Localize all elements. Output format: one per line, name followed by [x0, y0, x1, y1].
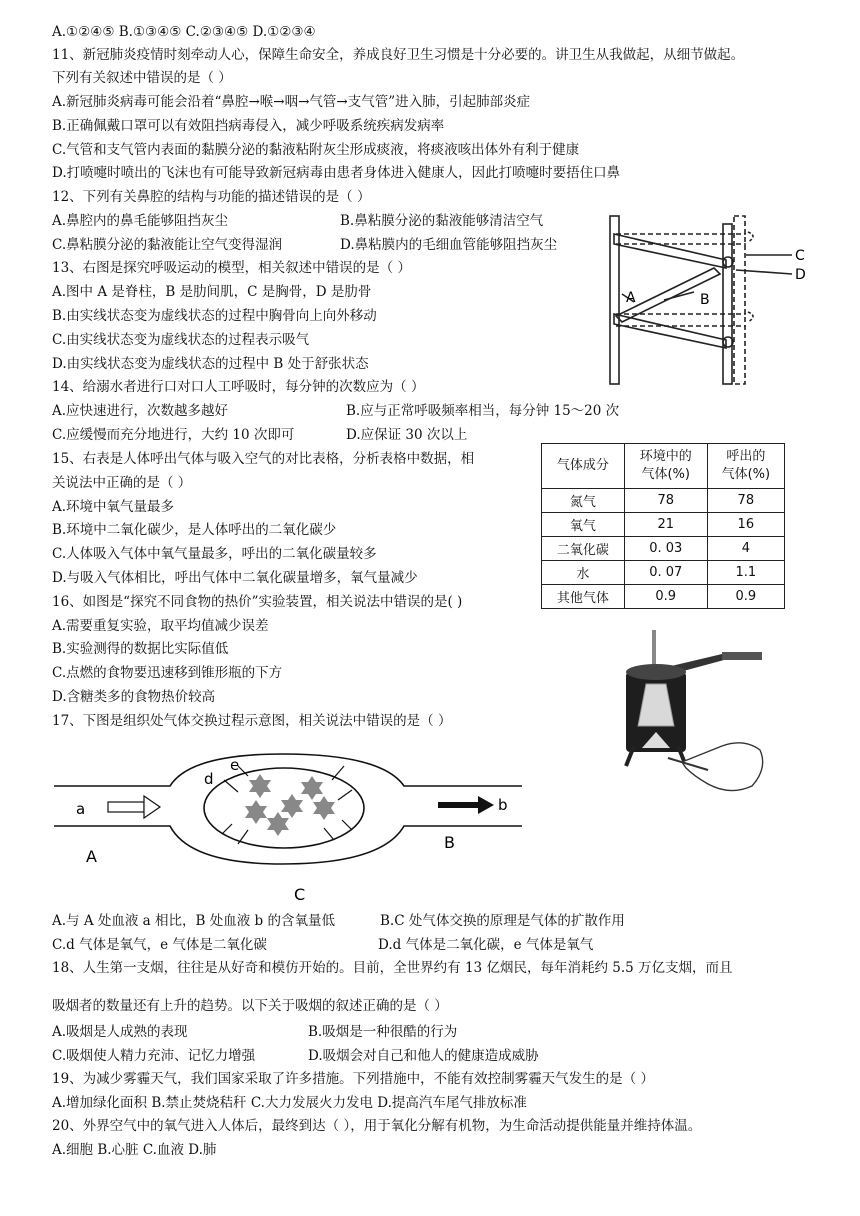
q14-option-a: A.应快速进行，次数越多越好 [52, 403, 229, 419]
q18-option-d: D.吸烟会对自己和他人的健康造成威胁 [308, 1048, 539, 1064]
q17-option-b: B.C 处气体交换的原理是气体的扩散作用 [380, 913, 625, 929]
table-cell: 水 [542, 561, 625, 585]
flow-label-b: b [498, 796, 508, 814]
q17-stem: 17、下图是组织处气体交换过程示意图，相关说法中错误的是（ ） [52, 713, 452, 729]
table-cell: 0. 07 [624, 561, 707, 585]
table-cell: 4 [707, 537, 784, 561]
q18-option-b: B.吸烟是一种很酷的行为 [308, 1024, 458, 1040]
table-cell: 78 [707, 489, 784, 513]
q15-option-a: A.环境中氧气量最多 [52, 499, 175, 515]
q10-options: A.①②④⑤ B.①③④⑤ C.②③④⑤ D.①②③④ [52, 24, 316, 40]
table-cell: 氮气 [542, 489, 625, 513]
q18-stem-line1: 18、人生第一支烟，往往是从好奇和模仿开始的。目前，全世界约有 13 亿烟民，每年消耗约 5.5 万亿支烟，而且 [52, 960, 733, 976]
q12-stem: 12、下列有关鼻腔的结构与功能的描述错误的是（ ） [52, 189, 371, 205]
q16-stem: 16、如图是“探究不同食物的热价”实验装置，相关说法中错误的是( ) [52, 594, 463, 610]
table-cell: 21 [624, 513, 707, 537]
region-label-b: B [444, 833, 455, 852]
q11-option-c: C.气管和支气管内表面的黏膜分泌的黏液粘附灰尘形成痰液，将痰液咳出体外有利于健康 [52, 142, 580, 158]
q13-stem: 13、右图是探究呼吸运动的模型，相关叙述中错误的是（ ） [52, 260, 411, 276]
q18-stem-line2: 吸烟者的数量还有上升的趋势。以下关于吸烟的叙述正确的是（ ） [52, 998, 448, 1014]
region-label-a: A [86, 847, 97, 866]
table-cell: 其他气体 [542, 585, 625, 609]
q12-option-a: A.鼻腔内的鼻毛能够阻挡灰尘 [52, 213, 229, 229]
q11-stem-line1: 11、新冠肺炎疫情时刻牵动人心，保障生命安全，养成良好卫生习惯是十分必要的。讲卫生从我做起，从细节做起。 [52, 47, 745, 63]
q13-option-d: D.由实线状态变为虚线状态的过程中 B 处于舒张状态 [52, 356, 369, 372]
q12-option-c: C.鼻粘膜分泌的黏液能让空气变得湿润 [52, 237, 283, 253]
table-row [542, 585, 785, 609]
gas-comparison-table [541, 443, 785, 609]
q17-option-d: D.d 气体是二氧化碳，e 气体是氧气 [378, 937, 594, 953]
q16-option-a: A.需要重复实验，取平均值减少误差 [52, 618, 269, 634]
header-gas: 气体成分 [542, 444, 625, 489]
q15-stem-line1: 15、右表是人体呼出气体与吸入空气的对比表格，分析表格中数据，相 [52, 451, 475, 467]
q11-option-d: D.打喷嚏时喷出的飞沫也有可能导致新冠病毒由患者身体进入健康人，因此打喷嚏时要捂住口鼻 [52, 165, 621, 181]
q18-option-a: A.吸烟是人成熟的表现 [52, 1024, 188, 1040]
q20-stem: 20、外界空气中的氧气进入人体后，最终到达（ ），用于氧化分解有机物，为生命活动提供能量并维持体温。 [52, 1118, 702, 1134]
q19-stem: 19、为减少雾霾天气，我们国家采取了许多措施。下列措施中，不能有效控制雾霾天气发生的是（ ） [52, 1071, 654, 1087]
q13-option-c: C.由实线状态变为虚线状态的过程表示吸气 [52, 332, 310, 348]
food-calorimeter-figure [612, 628, 772, 800]
model-label-b: B [700, 292, 710, 308]
table-cell: 16 [707, 513, 784, 537]
q20-options: A.细胞 B.心脏 C.血液 D.肺 [52, 1142, 217, 1158]
q17-option-a: A.与 A 处血液 a 相比，B 处血液 b 的含氧量低 [52, 913, 335, 929]
table-cell: 78 [624, 489, 707, 513]
table-row [542, 537, 785, 561]
flow-label-a: a [76, 800, 86, 818]
q19-options: A.增加绿化面积 B.禁止焚烧秸秆 C.大力发展火力发电 D.提高汽车尾气排放标准 [52, 1095, 527, 1111]
gas-exchange-diagram [52, 744, 522, 906]
q14-option-d: D.应保证 30 次以上 [346, 427, 468, 443]
q14-option-c: C.应缓慢而充分地进行，大约 10 次即可 [52, 427, 295, 443]
model-label-d: D [795, 267, 806, 283]
q17-option-c: C.d 气体是氧气，e 气体是二氧化碳 [52, 937, 267, 953]
q16-option-b: B.实验测得的数据比实际值低 [52, 641, 229, 657]
q16-option-d: D.含糖类多的食物热价较高 [52, 689, 216, 705]
q12-option-d: D.鼻粘膜内的毛细血管能够阻挡灰尘 [340, 237, 558, 253]
region-label-c: C [294, 885, 306, 904]
breathing-model-figure [596, 214, 810, 386]
q14-stem: 14、给溺水者进行口对口人工呼吸时，每分钟的次数应为（ ） [52, 379, 425, 395]
q15-option-d: D.与吸入气体相比，呼出气体中二氧化碳量增多，氧气量减少 [52, 570, 418, 586]
header-environment [624, 444, 707, 489]
q13-option-b: B.由实线状态变为虚线状态的过程中胸骨向上向外移动 [52, 308, 377, 324]
table-header-row [542, 444, 785, 489]
header-exhaled-l2: 气体(%) [721, 467, 771, 482]
model-label-a: A [626, 290, 636, 306]
gas-label-e: e [230, 756, 240, 774]
header-environment-l1: 环境中的 [639, 449, 692, 464]
table-row [542, 489, 785, 513]
table-cell: 氧气 [542, 513, 625, 537]
gas-label-d: d [204, 770, 214, 788]
header-environment-l2: 气体(%) [641, 467, 690, 482]
q11-stem-line2: 下列有关叙述中错误的是（ ） [52, 70, 232, 86]
q15-option-c: C.人体吸入气体中氧气量最多，呼出的二氧化碳量较多 [52, 546, 377, 562]
table-cell: 0.9 [707, 585, 784, 609]
q12-option-b: B.鼻粘膜分泌的黏液能够清洁空气 [340, 213, 544, 229]
table-cell: 0. 03 [624, 537, 707, 561]
q15-option-b: B.环境中二氧化碳少，是人体呼出的二氧化碳少 [52, 522, 337, 538]
header-exhaled [707, 444, 784, 489]
q18-option-c: C.吸烟使人精力充沛、记忆力增强 [52, 1048, 256, 1064]
q11-option-a: A.新冠肺炎病毒可能会沿着“鼻腔→喉→咽→气管→支气管”进入肺，引起肺部炎症 [52, 94, 531, 110]
q11-option-b: B.正确佩戴口罩可以有效阻挡病毒侵入，减少呼吸系统疾病发病率 [52, 118, 445, 134]
header-exhaled-l1: 呼出的 [726, 449, 766, 464]
q14-option-b: B.应与正常呼吸频率相当，每分钟 15～20 次 [346, 403, 620, 419]
table-row [542, 561, 785, 585]
q13-option-a: A.图中 A 是脊柱，B 是肋间肌，C 是胸骨，D 是肋骨 [52, 284, 372, 300]
table-cell: 0.9 [624, 585, 707, 609]
table-cell: 二氧化碳 [542, 537, 625, 561]
q16-option-c: C.点燃的食物要迅速移到锥形瓶的下方 [52, 665, 283, 681]
table-cell: 1.1 [707, 561, 784, 585]
q15-stem-line2: 关说法中正确的是（ ） [52, 475, 192, 491]
table-row [542, 513, 785, 537]
model-label-c: C [795, 248, 805, 264]
